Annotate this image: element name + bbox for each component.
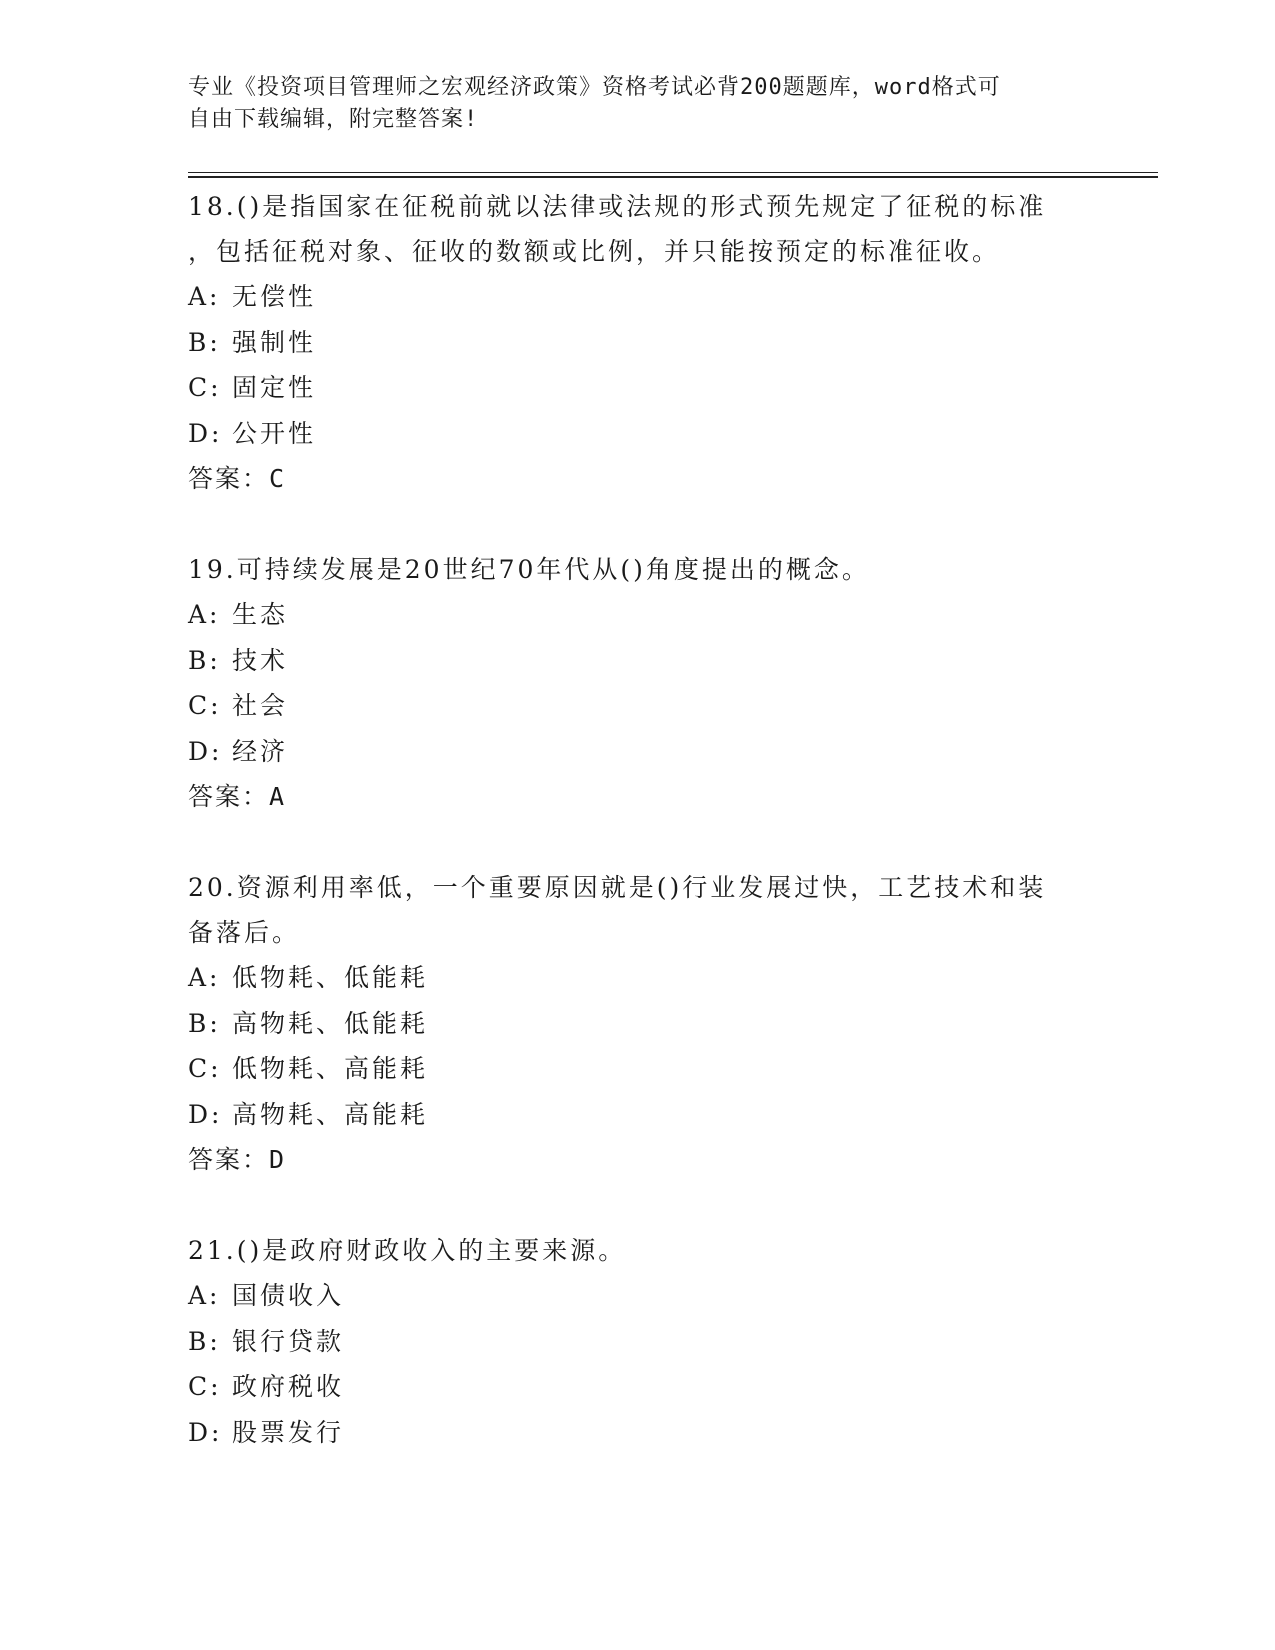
option-text: 社会: [232, 691, 289, 720]
option-text: 国债收入: [232, 1281, 345, 1310]
option-letter: B:: [188, 1326, 221, 1356]
header-line-1: 专业《投资项目管理师之宏观经济政策》资格考试必背200题题库，word格式可: [188, 75, 1001, 100]
option-text: 强制性: [232, 327, 317, 357]
question-stem-line: 19.可持续发展是20世纪70年代从()角度提出的概念。: [188, 555, 870, 584]
option-a: [188, 955, 1158, 1001]
question-stem: [188, 547, 1078, 592]
spacer: [188, 502, 1158, 547]
answer-label: 答案：: [188, 782, 270, 811]
question-19: [188, 547, 1158, 820]
option-text: 固定性: [232, 373, 317, 402]
option-text: 政府税收: [232, 1372, 345, 1401]
answer-line: [188, 456, 1158, 502]
option-letter: D:: [188, 1417, 223, 1447]
option-text: 高物耗、高能耗: [232, 1099, 429, 1129]
option-letter: B:: [188, 645, 221, 675]
question-21: [188, 1228, 1158, 1455]
document-page: [188, 72, 1158, 1455]
question-stem-line: 20.资源利用率低，一个重要原因就是()行业发展过快，工艺技术和装: [188, 873, 1047, 902]
header-divider: [188, 172, 1158, 178]
option-letter: C:: [188, 1054, 222, 1083]
header-line-2: 自由下载编辑，附完整答案!: [188, 107, 479, 132]
option-b: [188, 638, 1158, 684]
option-d: [188, 1410, 1158, 1456]
answer-label: 答案：: [188, 1145, 270, 1174]
spacer: [188, 1183, 1158, 1228]
question-stem-line: ，包括征税对象、征收的数额或比例，并只能按预定的标准征收。: [188, 237, 1001, 266]
question-stem-line: 备落后。: [188, 918, 301, 947]
option-letter: D:: [188, 1099, 223, 1129]
question-stem: [188, 865, 1078, 955]
option-text: 银行贷款: [232, 1326, 345, 1356]
answer-line: [188, 774, 1158, 820]
option-text: 经济: [232, 736, 289, 766]
question-stem-line: 18.()是指国家在征税前就以法律或法规的形式预先规定了征税的标准: [188, 192, 1047, 221]
option-c: [188, 683, 1158, 729]
option-text: 公开性: [232, 418, 317, 448]
question-stem: [188, 1228, 1078, 1273]
option-text: 低物耗、高能耗: [232, 1054, 429, 1083]
option-a: [188, 592, 1158, 638]
option-letter: C:: [188, 691, 222, 720]
option-letter: A:: [188, 963, 221, 992]
option-letter: A:: [188, 1281, 221, 1310]
option-text: 无偿性: [232, 282, 317, 311]
option-a: [188, 274, 1158, 320]
option-d: [188, 411, 1158, 457]
option-letter: D:: [188, 418, 223, 448]
option-letter: B:: [188, 1008, 221, 1038]
option-b: [188, 1001, 1158, 1047]
option-c: [188, 1046, 1158, 1092]
document-header: [188, 72, 1068, 136]
answer-line: [188, 1137, 1158, 1183]
question-stem-line: 21.()是政府财政收入的主要来源。: [188, 1236, 627, 1265]
option-b: [188, 320, 1158, 366]
option-text: 生态: [232, 600, 289, 629]
option-text: 高物耗、低能耗: [232, 1008, 429, 1038]
option-letter: A:: [188, 282, 221, 311]
option-b: [188, 1319, 1158, 1365]
answer-label: 答案：: [188, 464, 270, 493]
answer-value: C: [269, 464, 287, 493]
answer-value: D: [269, 1145, 287, 1174]
option-a: [188, 1273, 1158, 1319]
question-18: [188, 184, 1158, 502]
spacer: [188, 820, 1158, 865]
option-c: [188, 365, 1158, 411]
option-letter: D:: [188, 736, 223, 766]
question-stem: [188, 184, 1078, 274]
option-text: 技术: [232, 645, 289, 675]
option-text: 股票发行: [232, 1417, 345, 1447]
answer-value: A: [269, 782, 287, 811]
option-c: [188, 1364, 1158, 1410]
option-d: [188, 1092, 1158, 1138]
option-letter: B:: [188, 327, 221, 357]
question-20: [188, 865, 1158, 1183]
option-d: [188, 729, 1158, 775]
option-letter: A:: [188, 600, 221, 629]
option-text: 低物耗、低能耗: [232, 963, 429, 992]
option-letter: C:: [188, 1372, 222, 1401]
option-letter: C:: [188, 373, 222, 402]
